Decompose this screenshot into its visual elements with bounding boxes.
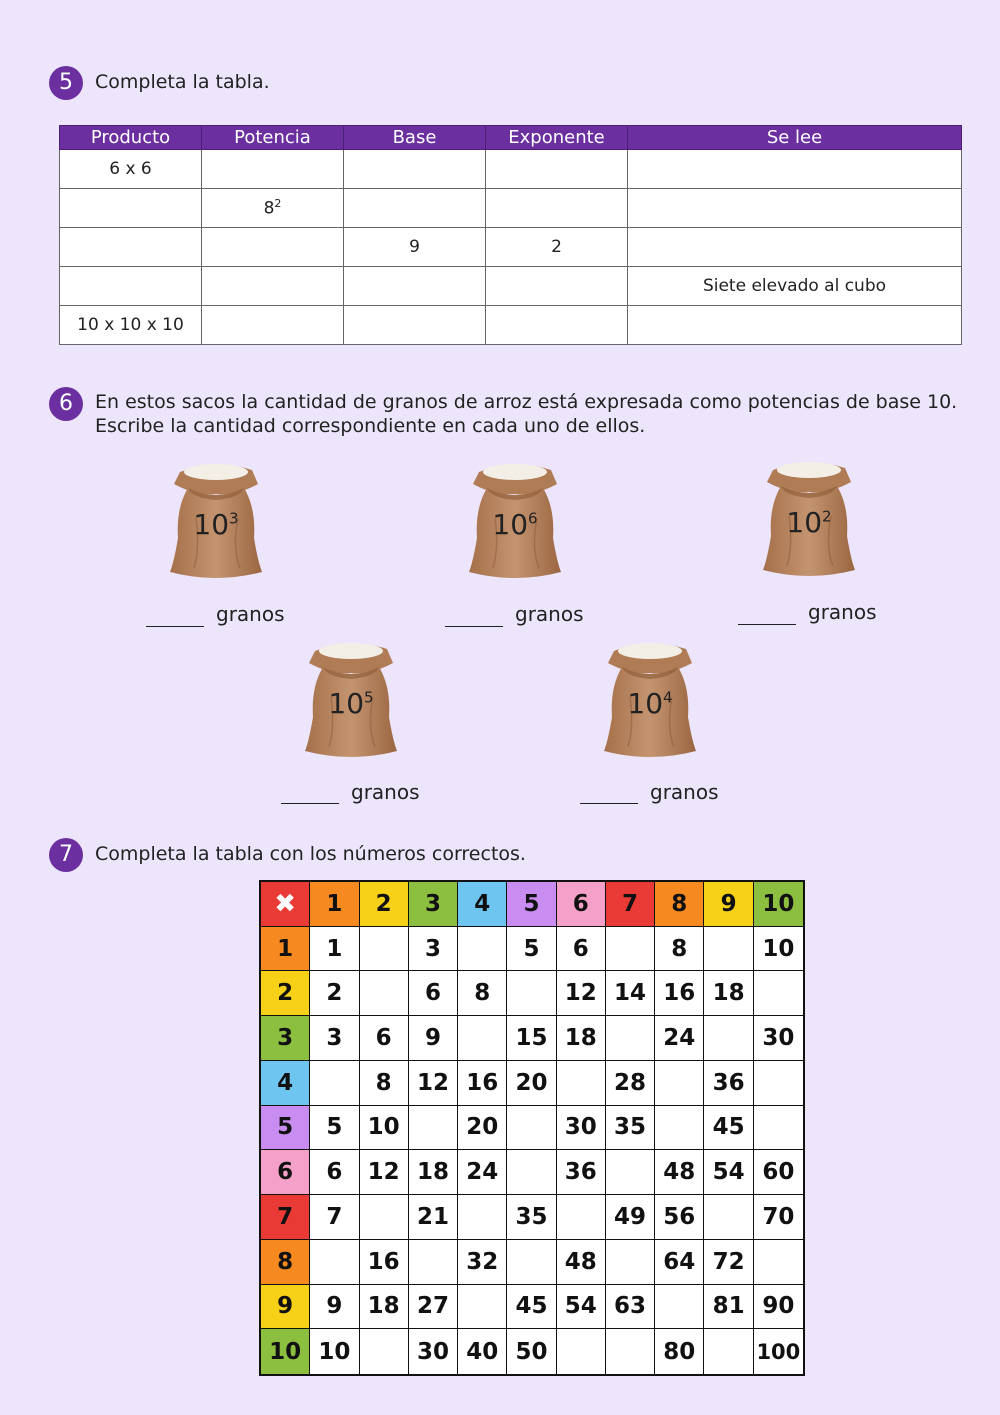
product-cell: 8 <box>655 927 704 972</box>
product-cell: 90 <box>754 1285 803 1330</box>
answer-cell[interactable] <box>486 306 628 345</box>
answer-cell[interactable] <box>344 306 486 345</box>
sack-power-label: $10^4$ <box>627 687 673 720</box>
answer-cell[interactable] <box>360 1195 409 1240</box>
product-cell: 9 <box>409 1016 458 1061</box>
column-header: 3 <box>409 882 458 927</box>
granos-label: granos <box>216 602 285 626</box>
product-cell: 30 <box>557 1106 606 1151</box>
product-cell: 45 <box>704 1106 753 1151</box>
answer-blank[interactable] <box>580 803 638 804</box>
product-cell: 6 <box>310 1150 359 1195</box>
answer-cell[interactable] <box>507 1106 556 1151</box>
answer-blank[interactable] <box>738 624 796 625</box>
rice-sack <box>465 458 565 582</box>
product-cell: 10 <box>360 1106 409 1151</box>
product-cell: 6 <box>557 927 606 972</box>
answer-blank[interactable] <box>146 626 204 627</box>
column-header: 9 <box>704 882 753 927</box>
table-cell: Siete elevado al cubo <box>628 267 962 306</box>
answer-cell[interactable] <box>606 1240 655 1285</box>
product-cell: 21 <box>409 1195 458 1240</box>
row-header: 10 <box>261 1329 310 1374</box>
answer-cell[interactable] <box>202 306 344 345</box>
product-cell: 15 <box>507 1016 556 1061</box>
section-7-instruction: Completa la tabla con los números correctos. <box>95 843 526 865</box>
answer-cell[interactable] <box>458 927 507 972</box>
sack-power-label: $10^3$ <box>193 508 239 541</box>
granos-label: granos <box>515 602 584 626</box>
answer-cell[interactable] <box>754 1061 803 1106</box>
product-cell: 6 <box>360 1016 409 1061</box>
answer-cell[interactable] <box>310 1061 359 1106</box>
answer-cell[interactable] <box>754 1106 803 1151</box>
answer-cell[interactable] <box>606 1016 655 1061</box>
answer-cell[interactable] <box>202 150 344 189</box>
answer-cell[interactable] <box>60 228 202 267</box>
product-cell: 64 <box>655 1240 704 1285</box>
table-cell: 10 x 10 x 10 <box>60 306 202 345</box>
product-cell: 9 <box>310 1285 359 1330</box>
rice-sack <box>301 637 401 761</box>
table-row <box>60 267 962 306</box>
column-header: 7 <box>606 882 655 927</box>
answer-cell[interactable] <box>60 267 202 306</box>
product-cell: 35 <box>606 1106 655 1151</box>
product-cell: 56 <box>655 1195 704 1240</box>
table-cell: 6 x 6 <box>60 150 202 189</box>
answer-cell[interactable] <box>655 1061 704 1106</box>
answer-cell[interactable] <box>628 189 962 228</box>
product-cell: 18 <box>557 1016 606 1061</box>
product-cell: 18 <box>360 1285 409 1330</box>
product-cell: 7 <box>310 1195 359 1240</box>
table-header-base: Base <box>344 126 486 150</box>
product-cell: 2 <box>310 971 359 1016</box>
product-cell: 10 <box>310 1329 359 1374</box>
answer-cell[interactable] <box>344 189 486 228</box>
sack-power-label: $10^6$ <box>492 508 538 541</box>
product-cell: 36 <box>557 1150 606 1195</box>
answer-cell[interactable] <box>628 306 962 345</box>
product-cell: 5 <box>310 1106 359 1151</box>
product-cell: 27 <box>409 1285 458 1330</box>
answer-cell[interactable] <box>704 1329 753 1374</box>
sack-power-label: $10^2$ <box>786 506 832 539</box>
answer-cell[interactable] <box>310 1240 359 1285</box>
column-header: 8 <box>655 882 704 927</box>
answer-cell[interactable] <box>754 1240 803 1285</box>
answer-cell[interactable] <box>557 1329 606 1374</box>
table-cell: 2 <box>486 228 628 267</box>
product-cell: 20 <box>458 1106 507 1151</box>
table-header-potencia: Potencia <box>202 126 344 150</box>
answer-cell[interactable] <box>458 1016 507 1061</box>
sack-power-label: $10^5$ <box>328 687 374 720</box>
table-row <box>60 306 962 345</box>
section-5-instruction: Completa la tabla. <box>95 71 270 93</box>
product-cell: 63 <box>606 1285 655 1330</box>
product-cell: 16 <box>360 1240 409 1285</box>
rice-sack <box>600 637 700 761</box>
answer-blank[interactable] <box>445 626 503 627</box>
answer-cell[interactable] <box>360 927 409 972</box>
section-5-number: 5 <box>49 66 83 100</box>
answer-cell[interactable] <box>704 927 753 972</box>
answer-cell[interactable] <box>202 267 344 306</box>
answer-cell[interactable] <box>557 1195 606 1240</box>
product-cell: 81 <box>704 1285 753 1330</box>
answer-cell[interactable] <box>628 150 962 189</box>
answer-cell[interactable] <box>557 1061 606 1106</box>
answer-cell[interactable] <box>202 228 344 267</box>
answer-cell[interactable] <box>458 1285 507 1330</box>
product-cell: 36 <box>704 1061 753 1106</box>
answer-cell[interactable] <box>458 1195 507 1240</box>
product-cell: 12 <box>360 1150 409 1195</box>
row-header: 4 <box>261 1061 310 1106</box>
product-cell: 12 <box>409 1061 458 1106</box>
product-cell: 18 <box>409 1150 458 1195</box>
answer-cell[interactable] <box>60 189 202 228</box>
answer-cell[interactable] <box>655 1285 704 1330</box>
product-cell: 72 <box>704 1240 753 1285</box>
product-cell: 60 <box>754 1150 803 1195</box>
table-row <box>60 189 962 228</box>
product-cell: 54 <box>557 1285 606 1330</box>
row-header: 6 <box>261 1150 310 1195</box>
answer-cell[interactable] <box>606 1329 655 1374</box>
product-cell: 3 <box>310 1016 359 1061</box>
product-cell: 80 <box>655 1329 704 1374</box>
product-cell: 48 <box>557 1240 606 1285</box>
row-header: 2 <box>261 971 310 1016</box>
answer-cell[interactable] <box>344 267 486 306</box>
answer-cell[interactable] <box>628 228 962 267</box>
product-cell: 54 <box>704 1150 753 1195</box>
product-cell: 8 <box>360 1061 409 1106</box>
product-cell: 30 <box>409 1329 458 1374</box>
answer-cell[interactable] <box>409 1240 458 1285</box>
answer-cell[interactable] <box>704 1016 753 1061</box>
granos-label: granos <box>351 780 420 804</box>
answer-cell[interactable] <box>507 1150 556 1195</box>
powers-table <box>59 125 962 345</box>
product-cell: 5 <box>507 927 556 972</box>
table-header-se-lee: Se lee <box>628 126 962 150</box>
product-cell: 24 <box>458 1150 507 1195</box>
column-header: 2 <box>360 882 409 927</box>
table-row <box>60 150 962 189</box>
product-cell: 24 <box>655 1016 704 1061</box>
answer-cell[interactable] <box>754 971 803 1016</box>
table-header-producto: Producto <box>60 126 202 150</box>
row-header: 3 <box>261 1016 310 1061</box>
answer-cell[interactable] <box>360 1329 409 1374</box>
answer-cell[interactable] <box>486 150 628 189</box>
row-header: 1 <box>261 927 310 972</box>
row-header: 7 <box>261 1195 310 1240</box>
product-cell: 16 <box>458 1061 507 1106</box>
answer-cell[interactable] <box>486 267 628 306</box>
table-row <box>60 228 962 267</box>
rice-sack <box>759 456 859 580</box>
product-cell: 100 <box>754 1329 803 1374</box>
answer-cell[interactable] <box>507 971 556 1016</box>
answer-cell[interactable] <box>606 927 655 972</box>
answer-cell[interactable] <box>409 1106 458 1151</box>
answer-cell[interactable] <box>655 1106 704 1151</box>
row-header: 9 <box>261 1285 310 1330</box>
product-cell: 16 <box>655 971 704 1016</box>
granos-label: granos <box>650 780 719 804</box>
column-header: 1 <box>310 882 359 927</box>
answer-cell[interactable] <box>486 189 628 228</box>
product-cell: 32 <box>458 1240 507 1285</box>
product-cell: 70 <box>754 1195 803 1240</box>
column-header: 10 <box>754 882 803 927</box>
product-cell: 8 <box>458 971 507 1016</box>
table-cell: $8^2$ <box>202 189 344 228</box>
product-cell: 40 <box>458 1329 507 1374</box>
product-cell: 1 <box>310 927 359 972</box>
answer-cell[interactable] <box>344 150 486 189</box>
table-cell: 9 <box>344 228 486 267</box>
product-cell: 6 <box>409 971 458 1016</box>
product-cell: 45 <box>507 1285 556 1330</box>
answer-cell[interactable] <box>606 1150 655 1195</box>
multiply-corner-icon: ✖ <box>261 882 310 927</box>
column-header: 4 <box>458 882 507 927</box>
section-6-instruction-line1: En estos sacos la cantidad de granos de arroz está expresada como potencias de base 10. <box>95 391 958 413</box>
column-header: 6 <box>557 882 606 927</box>
answer-cell[interactable] <box>360 971 409 1016</box>
column-header: 5 <box>507 882 556 927</box>
section-7-number: 7 <box>49 838 83 872</box>
answer-cell[interactable] <box>704 1195 753 1240</box>
row-header: 8 <box>261 1240 310 1285</box>
product-cell: 35 <box>507 1195 556 1240</box>
rice-sack <box>166 458 266 582</box>
product-cell: 50 <box>507 1329 556 1374</box>
table-header-exponente: Exponente <box>486 126 628 150</box>
section-6-number: 6 <box>49 387 83 421</box>
multiplication-table <box>259 880 805 1376</box>
product-cell: 3 <box>409 927 458 972</box>
product-cell: 14 <box>606 971 655 1016</box>
answer-blank[interactable] <box>281 803 339 804</box>
product-cell: 49 <box>606 1195 655 1240</box>
granos-label: granos <box>808 600 877 624</box>
row-header: 5 <box>261 1106 310 1151</box>
product-cell: 20 <box>507 1061 556 1106</box>
product-cell: 48 <box>655 1150 704 1195</box>
product-cell: 10 <box>754 927 803 972</box>
section-6-instruction-line2: Escribe la cantidad correspondiente en cada uno de ellos. <box>95 415 646 437</box>
product-cell: 18 <box>704 971 753 1016</box>
product-cell: 30 <box>754 1016 803 1061</box>
answer-cell[interactable] <box>507 1240 556 1285</box>
product-cell: 12 <box>557 971 606 1016</box>
product-cell: 28 <box>606 1061 655 1106</box>
